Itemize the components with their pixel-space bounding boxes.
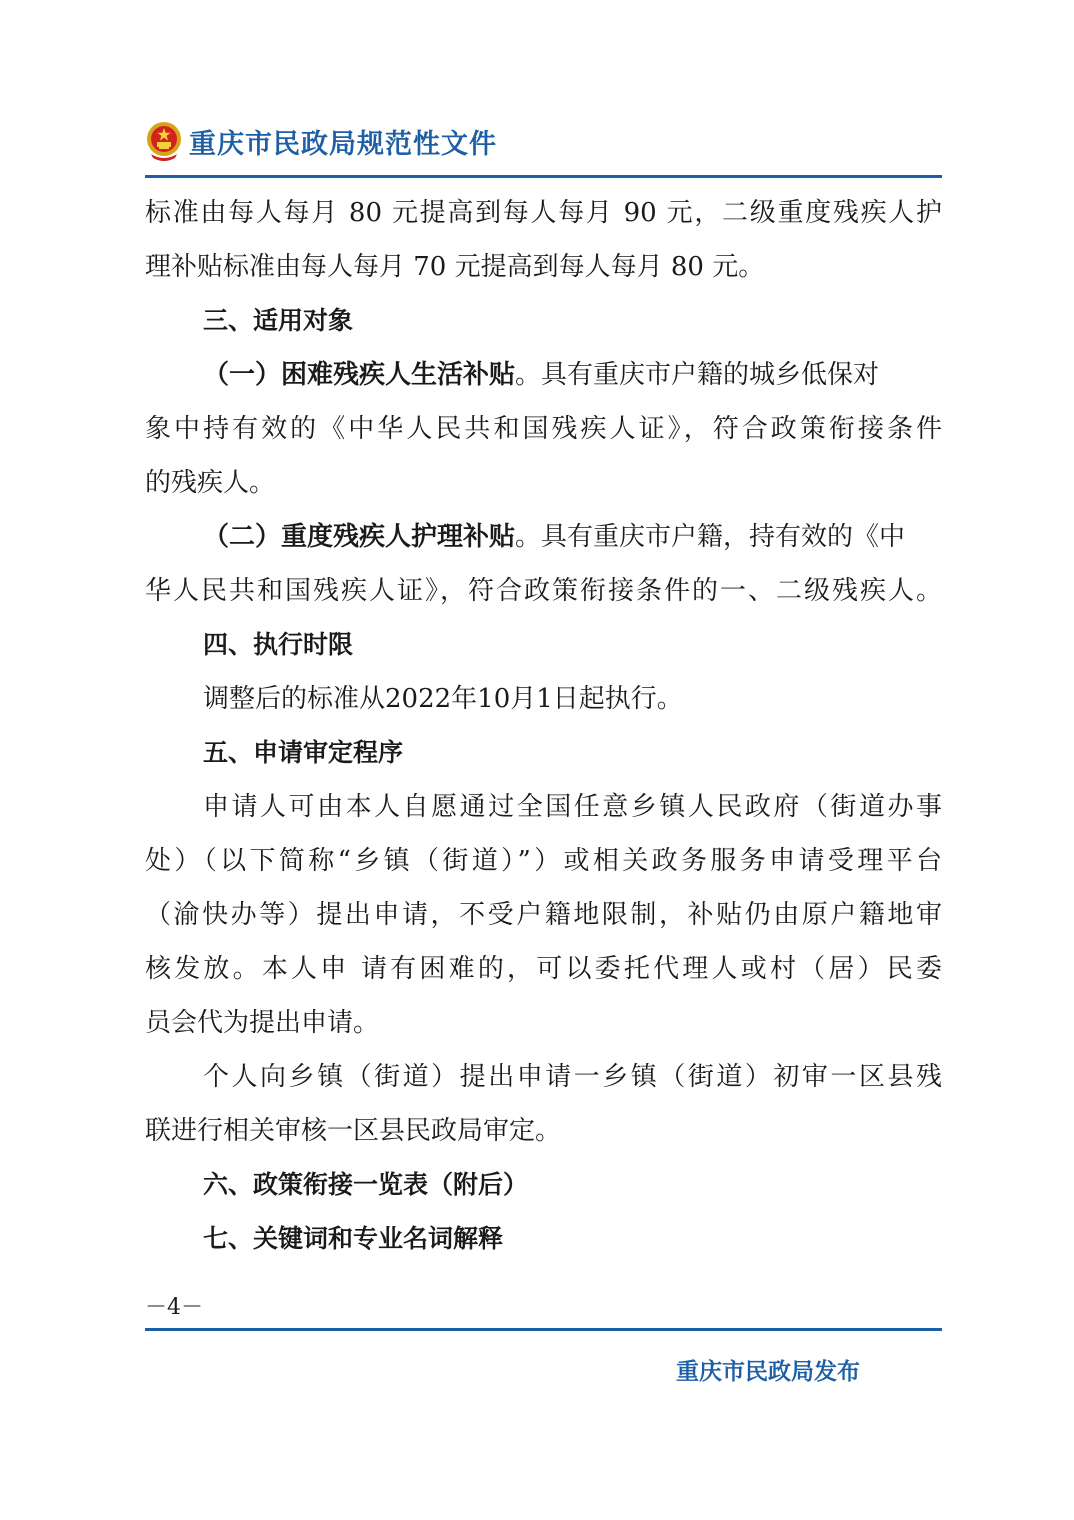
section-heading: 三、适用对象 (203, 306, 354, 335)
footer-divider (145, 1328, 942, 1331)
section-heading: 五、申请审定程序 (203, 738, 404, 767)
footer-publisher: 重庆市民政局发布 (676, 1359, 860, 1385)
header-title: 重庆市民政局规范性文件 (189, 129, 497, 160)
body-line: 标准由每人每月 80 元提高到每人每月 90 元，二级重度残疾人护 (145, 198, 942, 228)
body-line: 调整后的标准从2022年10月1日起执行。 (203, 684, 683, 714)
body-line: 核发放。本人申 请有困难的，可以委托代理人或村（居）民委 (145, 954, 942, 984)
body-line: 申请人可由本人自愿通过全国任意乡镇人民政府（街道办事 (203, 792, 942, 822)
body-line: 处）（以下简称“乡镇（街道）”）或相关政务服务申请受理平台 (145, 846, 942, 876)
subsection-title: （一）困难残疾人生活补贴 (203, 360, 516, 390)
section-heading: 六、政策衔接一览表（附后） (203, 1170, 529, 1199)
body-line: 华人民共和国残疾人证》，符合政策衔接条件的一、二级残疾人。 (145, 576, 942, 606)
section-heading: 七、关键词和专业名词解释 (203, 1224, 504, 1253)
body-line: 联进行相关审核一区县民政局审定。 (145, 1116, 562, 1146)
body-line: 的残疾人。 (145, 468, 276, 498)
body-text-span: 。具有重庆市户籍的城乡低保对 (515, 360, 880, 390)
national-emblem-icon (145, 121, 183, 161)
subsection-title: （二）重度残疾人护理补贴 (203, 522, 516, 552)
body-line: 理补贴标准由每人每月 70 元提高到每人每月 80 元。 (145, 252, 765, 282)
body-line: 个人向乡镇（街道）提出申请一乡镇（街道）初审一区县残 (203, 1062, 942, 1092)
document-header (145, 118, 942, 178)
document-body (145, 186, 942, 1266)
body-line: 象中持有效的《中华人民共和国残疾人证》，符合政策衔接条件 (145, 414, 942, 444)
body-line: （渝快办等）提出申请，不受户籍地限制，补贴仍由原户籍地审 (145, 900, 942, 930)
body-text-span: 。具有重庆市户籍，持有效的《中 (515, 522, 906, 552)
section-heading: 四、执行时限 (203, 630, 354, 659)
body-line: 员会代为提出申请。 (145, 1008, 380, 1038)
body-line (145, 348, 942, 402)
body-line (145, 510, 942, 564)
header-divider (145, 175, 942, 178)
page-number: －4－ (145, 1295, 203, 1320)
